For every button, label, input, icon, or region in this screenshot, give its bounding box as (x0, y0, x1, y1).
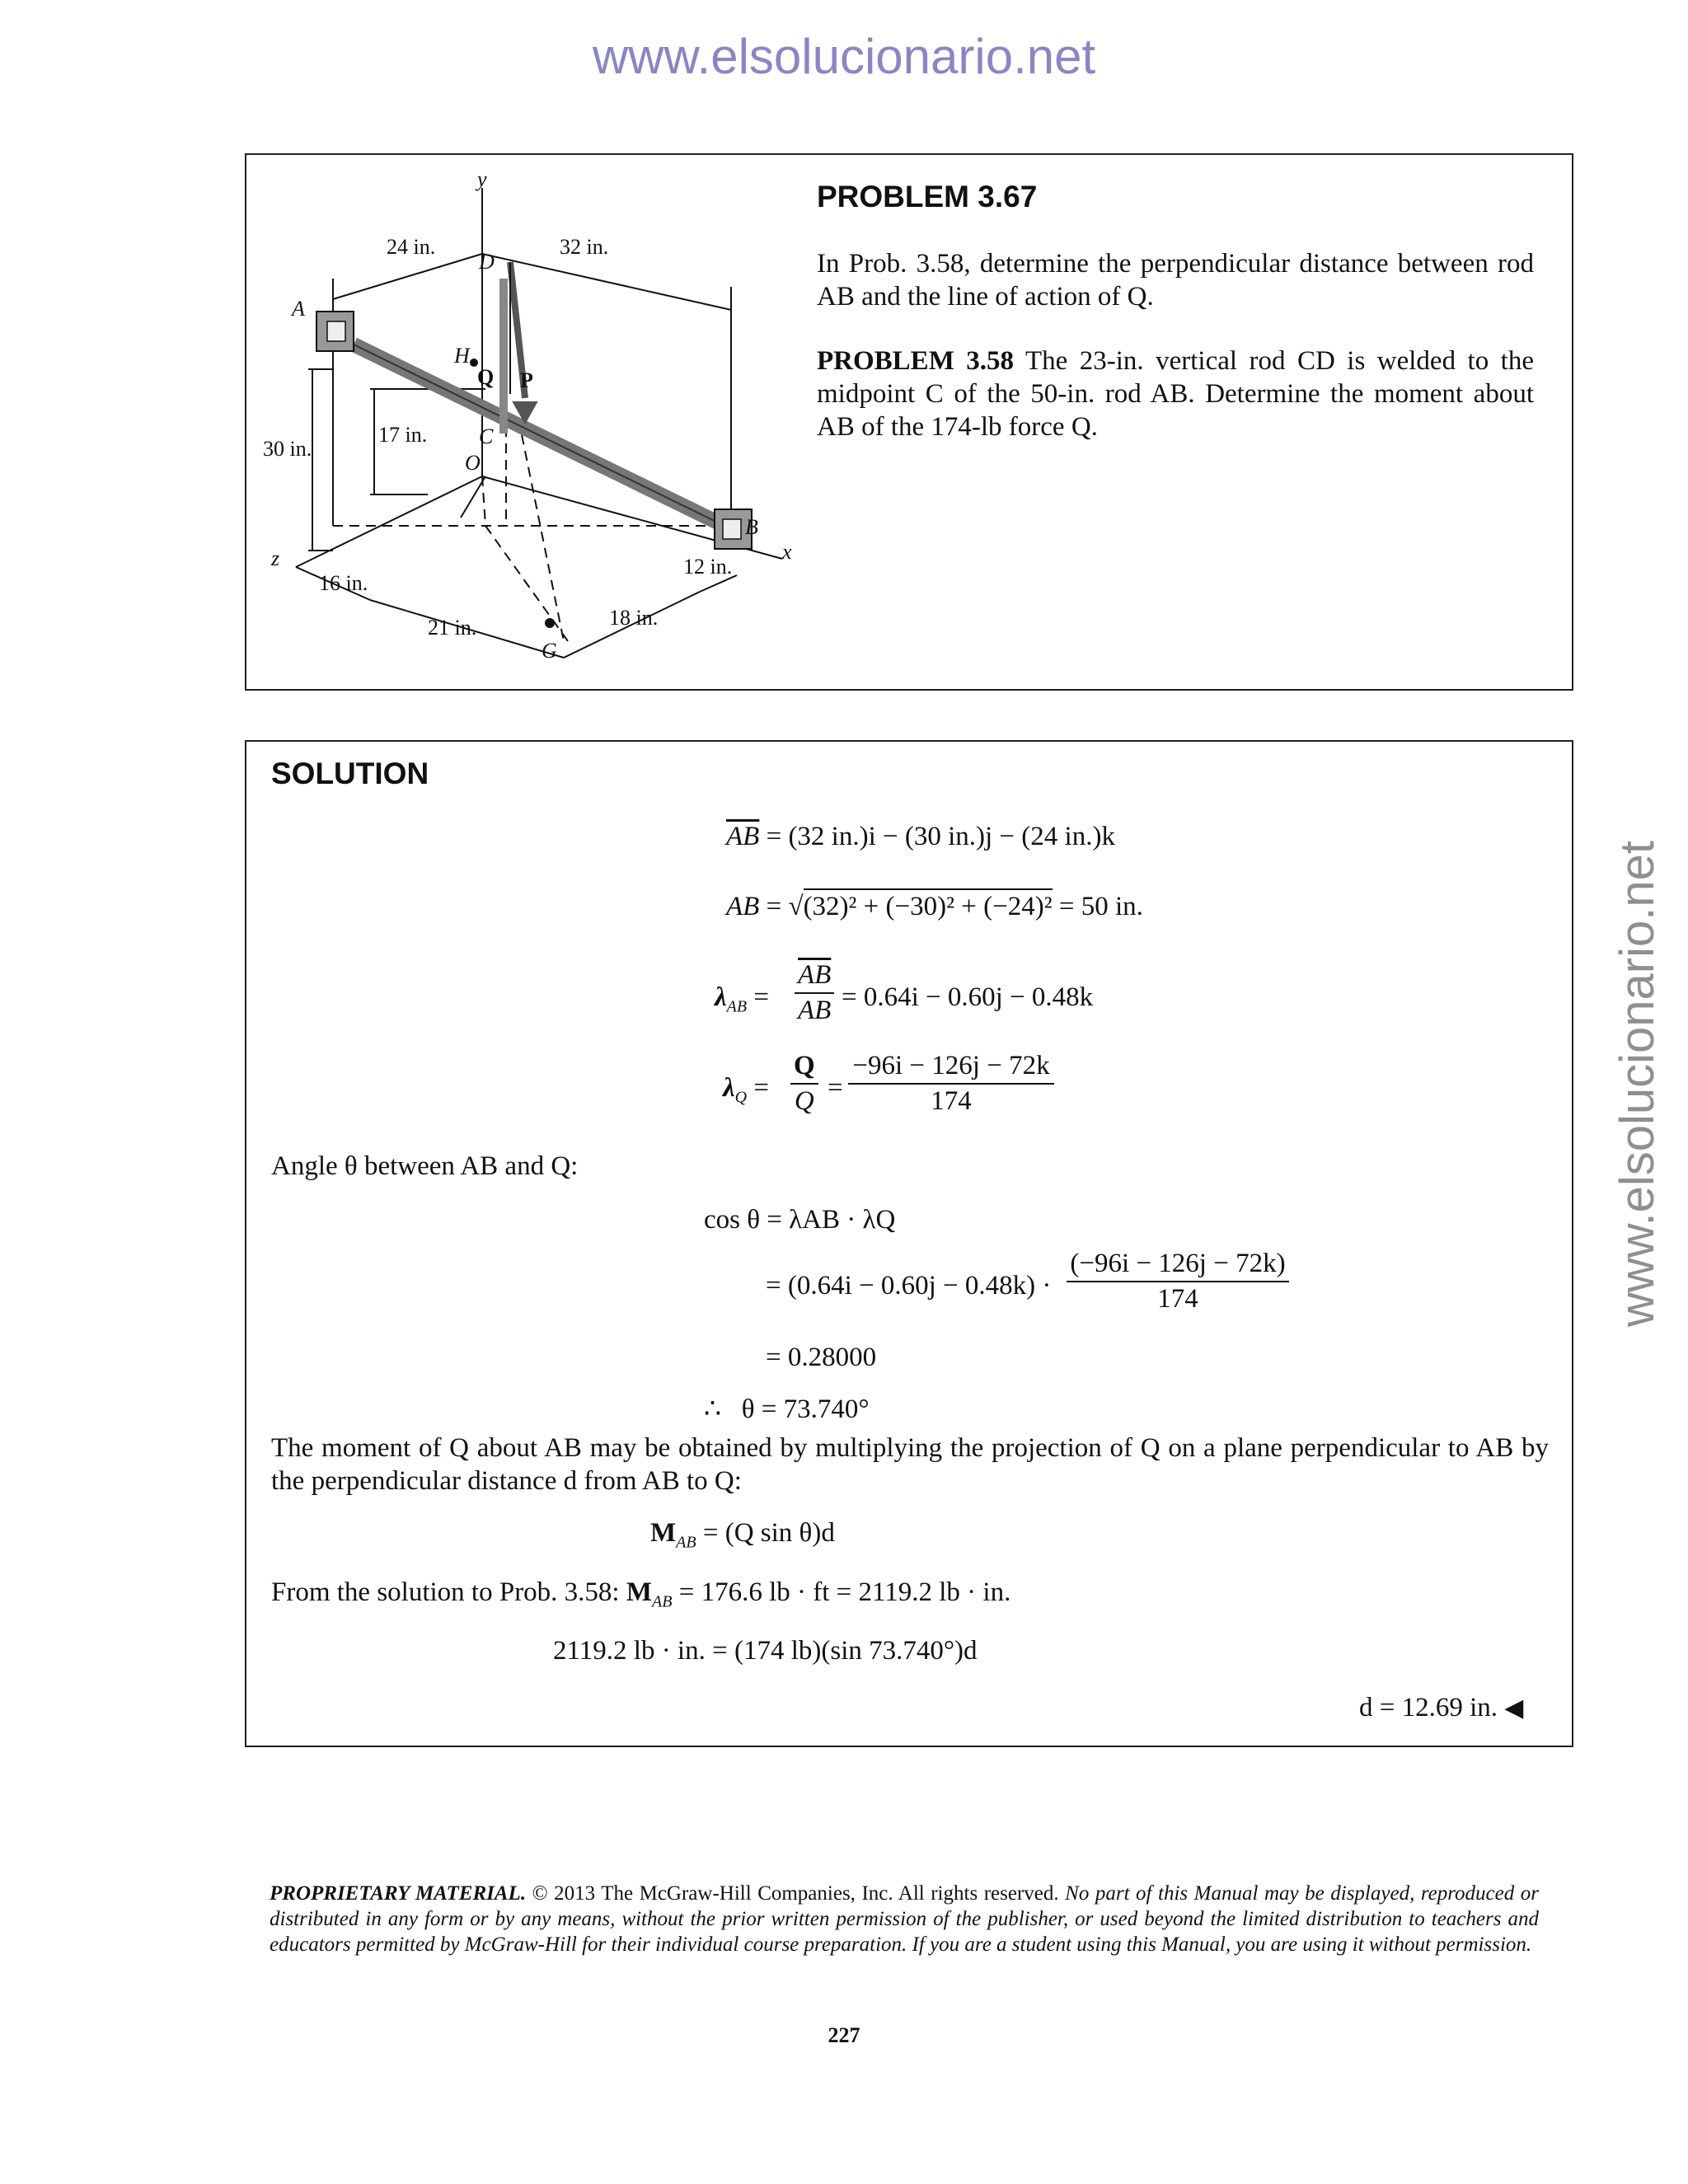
theta-result: ∴ θ = 73.740° (704, 1394, 870, 1424)
label-o: O (465, 451, 481, 475)
moment-text: The moment of Q about AB may be obtained by multiplying the projection of Q on a plane perpendicular to AB by the perpendicular distance d from AB to Q: (271, 1433, 1549, 1496)
mab-eq: $M_{AB} = (Q$ sin θ)d (650, 1518, 835, 1552)
eq-ab-magnitude: AB = √(32)² + (−30)² + (−24)² = 50 in. (726, 890, 1143, 923)
eq-lambda-q-label: $\lambda_Q$ = (723, 1073, 769, 1107)
label-y: y (477, 171, 487, 191)
cos-eq3: = 0.28000 (766, 1343, 877, 1372)
dim-18: 18 in. (609, 606, 659, 630)
answer: d = 12.69 in. ◀ (1359, 1693, 1524, 1722)
angle-text: Angle θ between AB and Q: (271, 1151, 579, 1181)
z-axis (296, 476, 482, 567)
problem-box (245, 153, 1573, 691)
cos-eq2-frac: $\frac{(-96i - 126j - 72k)}{174}$ (1067, 1249, 1289, 1315)
ref-problem (817, 344, 1534, 443)
eq-ab-vector: $\overline{AB} = (32$ in.)i − (30 in.)j − (24 in.)k (726, 822, 1115, 851)
label-c: C (479, 424, 494, 448)
dim-17: 17 in. (378, 423, 428, 447)
label-b: B (745, 515, 758, 539)
eq-lambda-q-frac2: $\frac{-96i - 126j - 72k}{174}$ (848, 1051, 1054, 1117)
eq-lambda-ab-label: $\lambda_{AB}$ = (715, 982, 769, 1016)
dim-16: 16 in. (319, 571, 368, 595)
eq-lambda-q-eq: = (828, 1073, 843, 1103)
eq-lambda-q-frac1: $\frac{Q}{Q}$ (790, 1051, 818, 1117)
label-x: x (782, 540, 792, 564)
final-eq: 2119.2 lb · in. = (174 lb)(sin 73.740°)d (553, 1636, 978, 1666)
problem-figure (263, 171, 807, 699)
answer-marker-icon: ◀ (1504, 1694, 1524, 1722)
label-d: D (479, 250, 495, 274)
dim-21: 21 in. (428, 616, 477, 640)
page-number: 227 (828, 2023, 860, 2047)
point-g (545, 618, 555, 628)
cos-eq1: cos θ = λAB · λQ (704, 1205, 896, 1235)
solution-box (245, 740, 1573, 1747)
dim-12: 12 in. (683, 555, 733, 579)
from-solution-line: From the solution to Prob. 3.58: $M_{AB} = 176.6$ lb · ft = 2119.2 lb · in. (271, 1577, 1011, 1611)
label-p: P (520, 368, 533, 392)
problem-title: PROBLEM 3.67 (817, 180, 1038, 213)
solution-title: SOLUTION (271, 757, 429, 790)
ref-statement: The 23-in. vertical rod CD is welded to the midpoint C of the 50-in. rod AB. Determine the moment about AB of the 174-lb force Q. (817, 346, 1534, 442)
label-q: Q (477, 365, 495, 389)
eq-lambda-ab-frac: $\frac{\overline{AB}}{AB}$ (795, 960, 834, 1026)
watermark-side: www.elsolucionario.net (1611, 841, 1664, 1327)
eq-lambda-ab-result: = 0.64i − 0.60j − 0.48k (842, 982, 1094, 1012)
problem-statement: In Prob. 3.58, determine the perpendicular distance between rod AB and the line of action of Q. (817, 249, 1534, 312)
watermark-top: www.elsolucionario.net (592, 29, 1096, 84)
label-a: A (292, 297, 305, 321)
ref-title: PROBLEM 3.58 (817, 346, 1015, 376)
dim-30: 30 in. (263, 437, 312, 461)
footer-copyright: PROPRIETARY MATERIAL. © 2013 The McGraw-Hill Companies, Inc. All rights reserved. No part of this Manual may be displayed, reproduced or distributed in any form or by any means, without the prior written permission of the publisher, or used beyond the limited distribution to teachers and educators permitted by McGraw-Hill for their individual course preparation. If you are a student using this Manual, you are using it without permission. (270, 1882, 1539, 1956)
dim-32: 32 in. (560, 235, 609, 259)
label-g: G (542, 639, 557, 663)
cos-eq2-left: = (0.64i − 0.60j − 0.48k) · (766, 1271, 1052, 1301)
dim-24: 24 in. (387, 235, 436, 259)
label-h: H (454, 344, 470, 368)
label-z: z (271, 546, 280, 570)
